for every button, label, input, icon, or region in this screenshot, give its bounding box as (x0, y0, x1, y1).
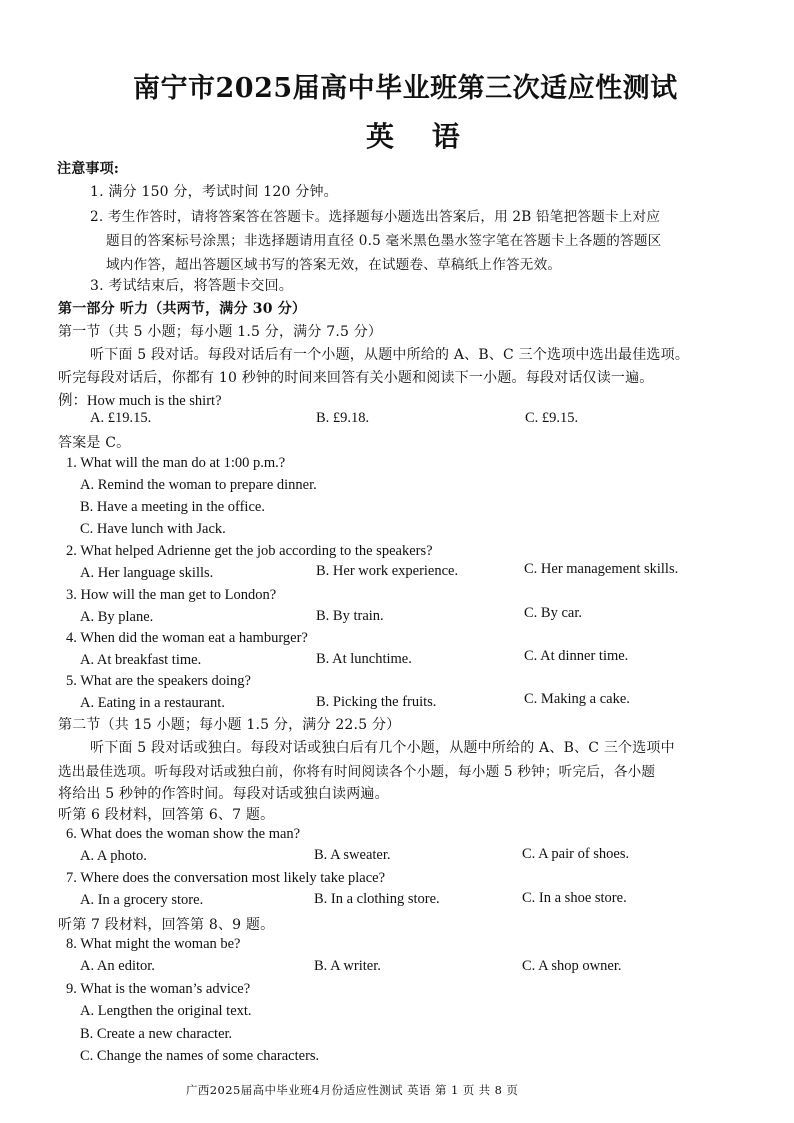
example-answer: 答案是 C。 (58, 435, 131, 451)
q6-option-a: A. A photo. (80, 848, 147, 864)
page-footer: 广西2025届高中毕业班4月份适应性测试 英语 第 1 页 共 8 页 (186, 1083, 519, 1097)
notes-item-3: 3. 考试结束后，将答题卡交回。 (90, 278, 294, 294)
exam-title: 南宁市2025届高中毕业班第三次适应性测试 (133, 73, 678, 104)
notes-item-2-line-3: 域内作答，超出答题区域书写的答案无效，在试题卷、草稿纸上作答无效。 (106, 257, 562, 273)
question-1: 1. What will the man do at 1:00 p.m.? (66, 455, 286, 471)
notes-heading: 注意事项: (57, 161, 120, 177)
q8-option-a: A. An editor. (80, 958, 155, 974)
q1-option-c: C. Have lunch with Jack. (80, 521, 226, 537)
example-option-a: A. £19.15. (90, 410, 152, 426)
material-7-label: 听第 7 段材料，回答第 8、9 题。 (58, 917, 275, 933)
q9-option-c: C. Change the names of some characters. (80, 1048, 320, 1064)
q5-option-b: B. Picking the fruits. (316, 694, 437, 710)
question-9: 9. What is the woman’s advice? (66, 981, 251, 997)
q7-option-a: A. In a grocery store. (80, 892, 204, 908)
q5-option-a: A. Eating in a restaurant. (80, 695, 225, 711)
q2-option-b: B. Her work experience. (316, 563, 459, 579)
section2-instruction-line-3: 将给出 5 秒钟的作答时间。每段对话或独白读两遍。 (58, 786, 389, 802)
question-2: 2. What helped Adrienne get the job according to the speakers? (66, 543, 433, 559)
q3-option-a: A. By plane. (80, 609, 154, 625)
example-option-c: C. £9.15. (525, 410, 579, 426)
q8-option-c: C. A shop owner. (522, 958, 622, 974)
q7-option-b: B. In a clothing store. (314, 891, 440, 907)
q3-option-c: C. By car. (524, 605, 582, 621)
notes-item-2-line-1: 2. 考生作答时，请将答案答在答题卡。选择题每小题选出答案后，用 2B 铅笔把答题卡上对应 (90, 209, 661, 225)
q2-option-a: A. Her language skills. (80, 565, 214, 581)
question-6: 6. What does the woman show the man? (66, 826, 301, 842)
q4-option-b: B. At lunchtime. (316, 651, 412, 667)
question-5: 5. What are the speakers doing? (66, 673, 251, 689)
q6-option-b: B. A sweater. (314, 847, 391, 863)
material-6-label: 听第 6 段材料，回答第 6、7 题。 (58, 807, 275, 823)
example-option-b: B. £9.18. (316, 410, 370, 426)
section1-heading: 第一节（共 5 小题；每小题 1.5 分，满分 7.5 分） (58, 324, 383, 340)
q3-option-b: B. By train. (316, 608, 384, 624)
q1-option-b: B. Have a meeting in the office. (80, 499, 265, 515)
subject-title: 英 语 (366, 120, 474, 153)
question-8: 8. What might the woman be? (66, 936, 241, 952)
q1-option-a: A. Remind the woman to prepare dinner. (80, 477, 317, 493)
q4-option-c: C. At dinner time. (524, 648, 629, 664)
q8-option-b: B. A writer. (314, 958, 381, 974)
q6-option-c: C. A pair of shoes. (522, 846, 630, 862)
q9-option-a: A. Lengthen the original text. (80, 1003, 252, 1019)
q4-option-a: A. At breakfast time. (80, 652, 202, 668)
q7-option-c: C. In a shoe store. (522, 890, 627, 906)
section2-instruction-line-1: 听下面 5 段对话或独白。每段对话或独白后有几个小题，从题中所给的 A、B、C 三个选项中 (90, 740, 675, 756)
question-3: 3. How will the man get to London? (66, 587, 277, 603)
question-7: 7. Where does the conversation most likely take place? (66, 870, 386, 886)
notes-item-1: 1. 满分 150 分，考试时间 120 分钟。 (90, 184, 338, 200)
example-question: 例：How much is the shirt? (58, 393, 222, 409)
q9-option-b: B. Create a new character. (80, 1026, 233, 1042)
section2-heading: 第二节（共 15 小题；每小题 1.5 分，满分 22.5 分） (58, 717, 401, 733)
q5-option-c: C. Making a cake. (524, 691, 630, 707)
notes-item-2-line-2: 题目的答案标号涂黑；非选择题请用直径 0.5 毫米黑色墨水签字笔在答题卡上各题的答题区 (106, 233, 662, 249)
part1-heading: 第一部分 听力（共两节，满分 30 分） (58, 301, 307, 317)
section1-instruction-line-1: 听下面 5 段对话。每段对话后有一个小题，从题中所给的 A、B、C 三个选项中选出最佳选项。 (90, 347, 690, 363)
question-4: 4. When did the woman eat a hamburger? (66, 630, 308, 646)
section1-instruction-line-2: 听完每段对话后，你都有 10 秒钟的时间来回答有关小题和阅读下一小题。每段对话仅读一遍。 (58, 370, 654, 386)
q2-option-c: C. Her management skills. (524, 561, 679, 577)
section2-instruction-line-2: 选出最佳选项。听每段对话或独白前，你将有时间阅读各个小题，每小题 5 秒钟；听完后，各小题 (58, 764, 656, 780)
